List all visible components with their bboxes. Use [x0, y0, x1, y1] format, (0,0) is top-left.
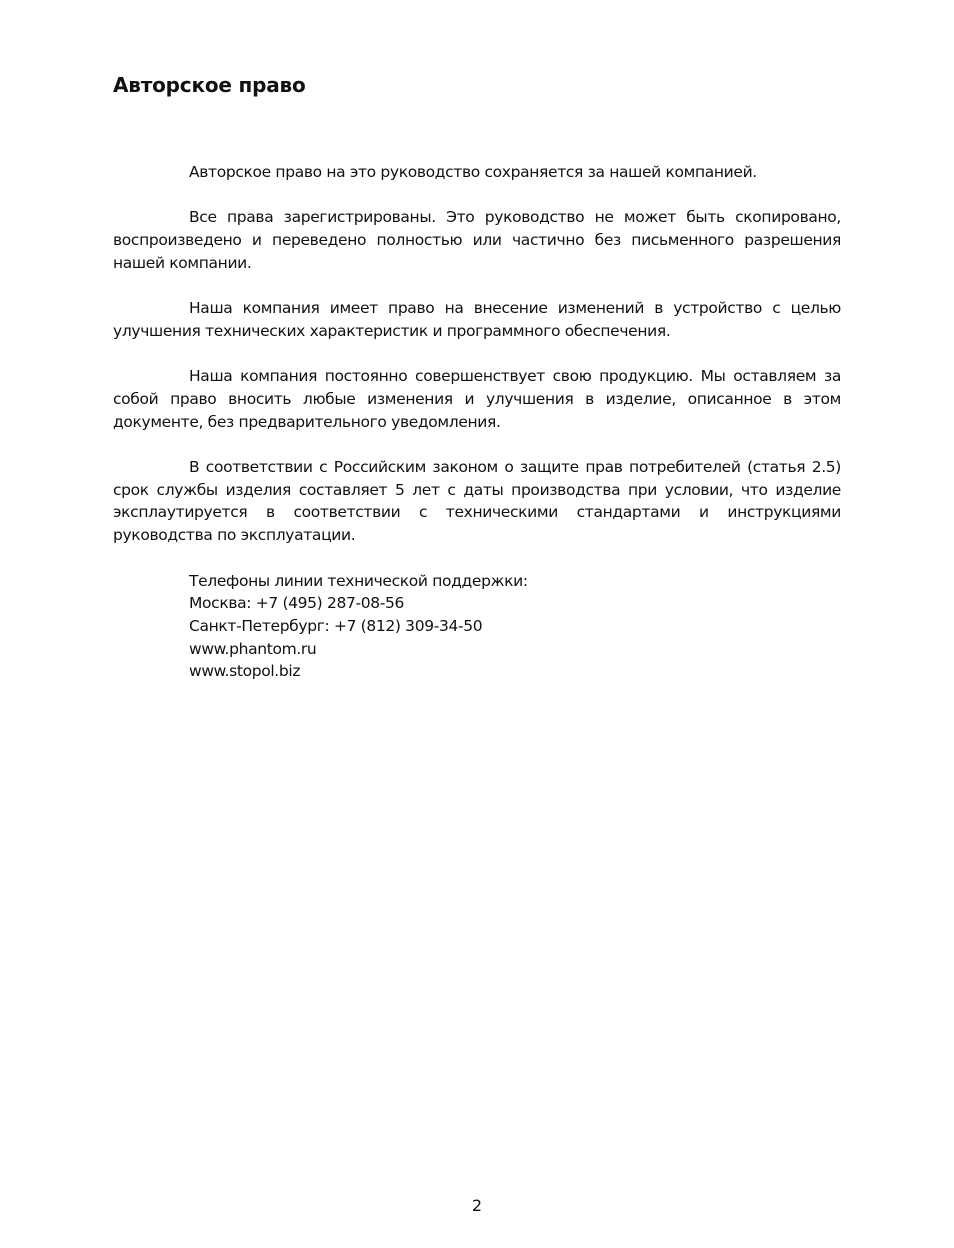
paragraph-changes-right: Наша компания имеет право на внесение изменений в устройство с целью улучшения технических характеристик и программного обеспечения. [113, 299, 841, 340]
page-title: Авторское право [113, 73, 306, 97]
support-contacts [113, 570, 841, 684]
paragraph-improvements: Наша компания постоянно совершенствует свою продукцию. Мы оставляем за собой право вносить любые изменения и улучшения в изделие, описанное в этом документе, без предварительного уведомления. [113, 367, 841, 431]
website-stopol: www.stopol.biz [189, 662, 301, 681]
page-number: 2 [471, 1196, 483, 1215]
phone-moscow: Москва: +7 (495) 287-08-56 [189, 594, 405, 613]
document-body [113, 161, 841, 683]
paragraph-rights-reserved: Все права зарегистрированы. Это руководство не может быть скопировано, воспроизведено и переведено полностью или частично без письменного разрешения нашей компании. [113, 208, 841, 272]
website-phantom: www.phantom.ru [189, 639, 317, 658]
paragraph-service-life: В соответствии с Российским законом о защите прав потребителей (статья 2.5) срок службы изделия составляет 5 лет с даты производства при условии, что изделие эксплаутируется в соответствии с техническими стандартами и инструкциями руководства по эксплуатации. [113, 458, 841, 545]
support-heading: Телефоны линии технической поддержки: [189, 571, 528, 590]
phone-spb: Санкт-Петербург: +7 (812) 309-34-50 [189, 616, 483, 635]
paragraph-copyright: Авторское право на это руководство сохраняется за нашей компанией. [189, 163, 757, 181]
